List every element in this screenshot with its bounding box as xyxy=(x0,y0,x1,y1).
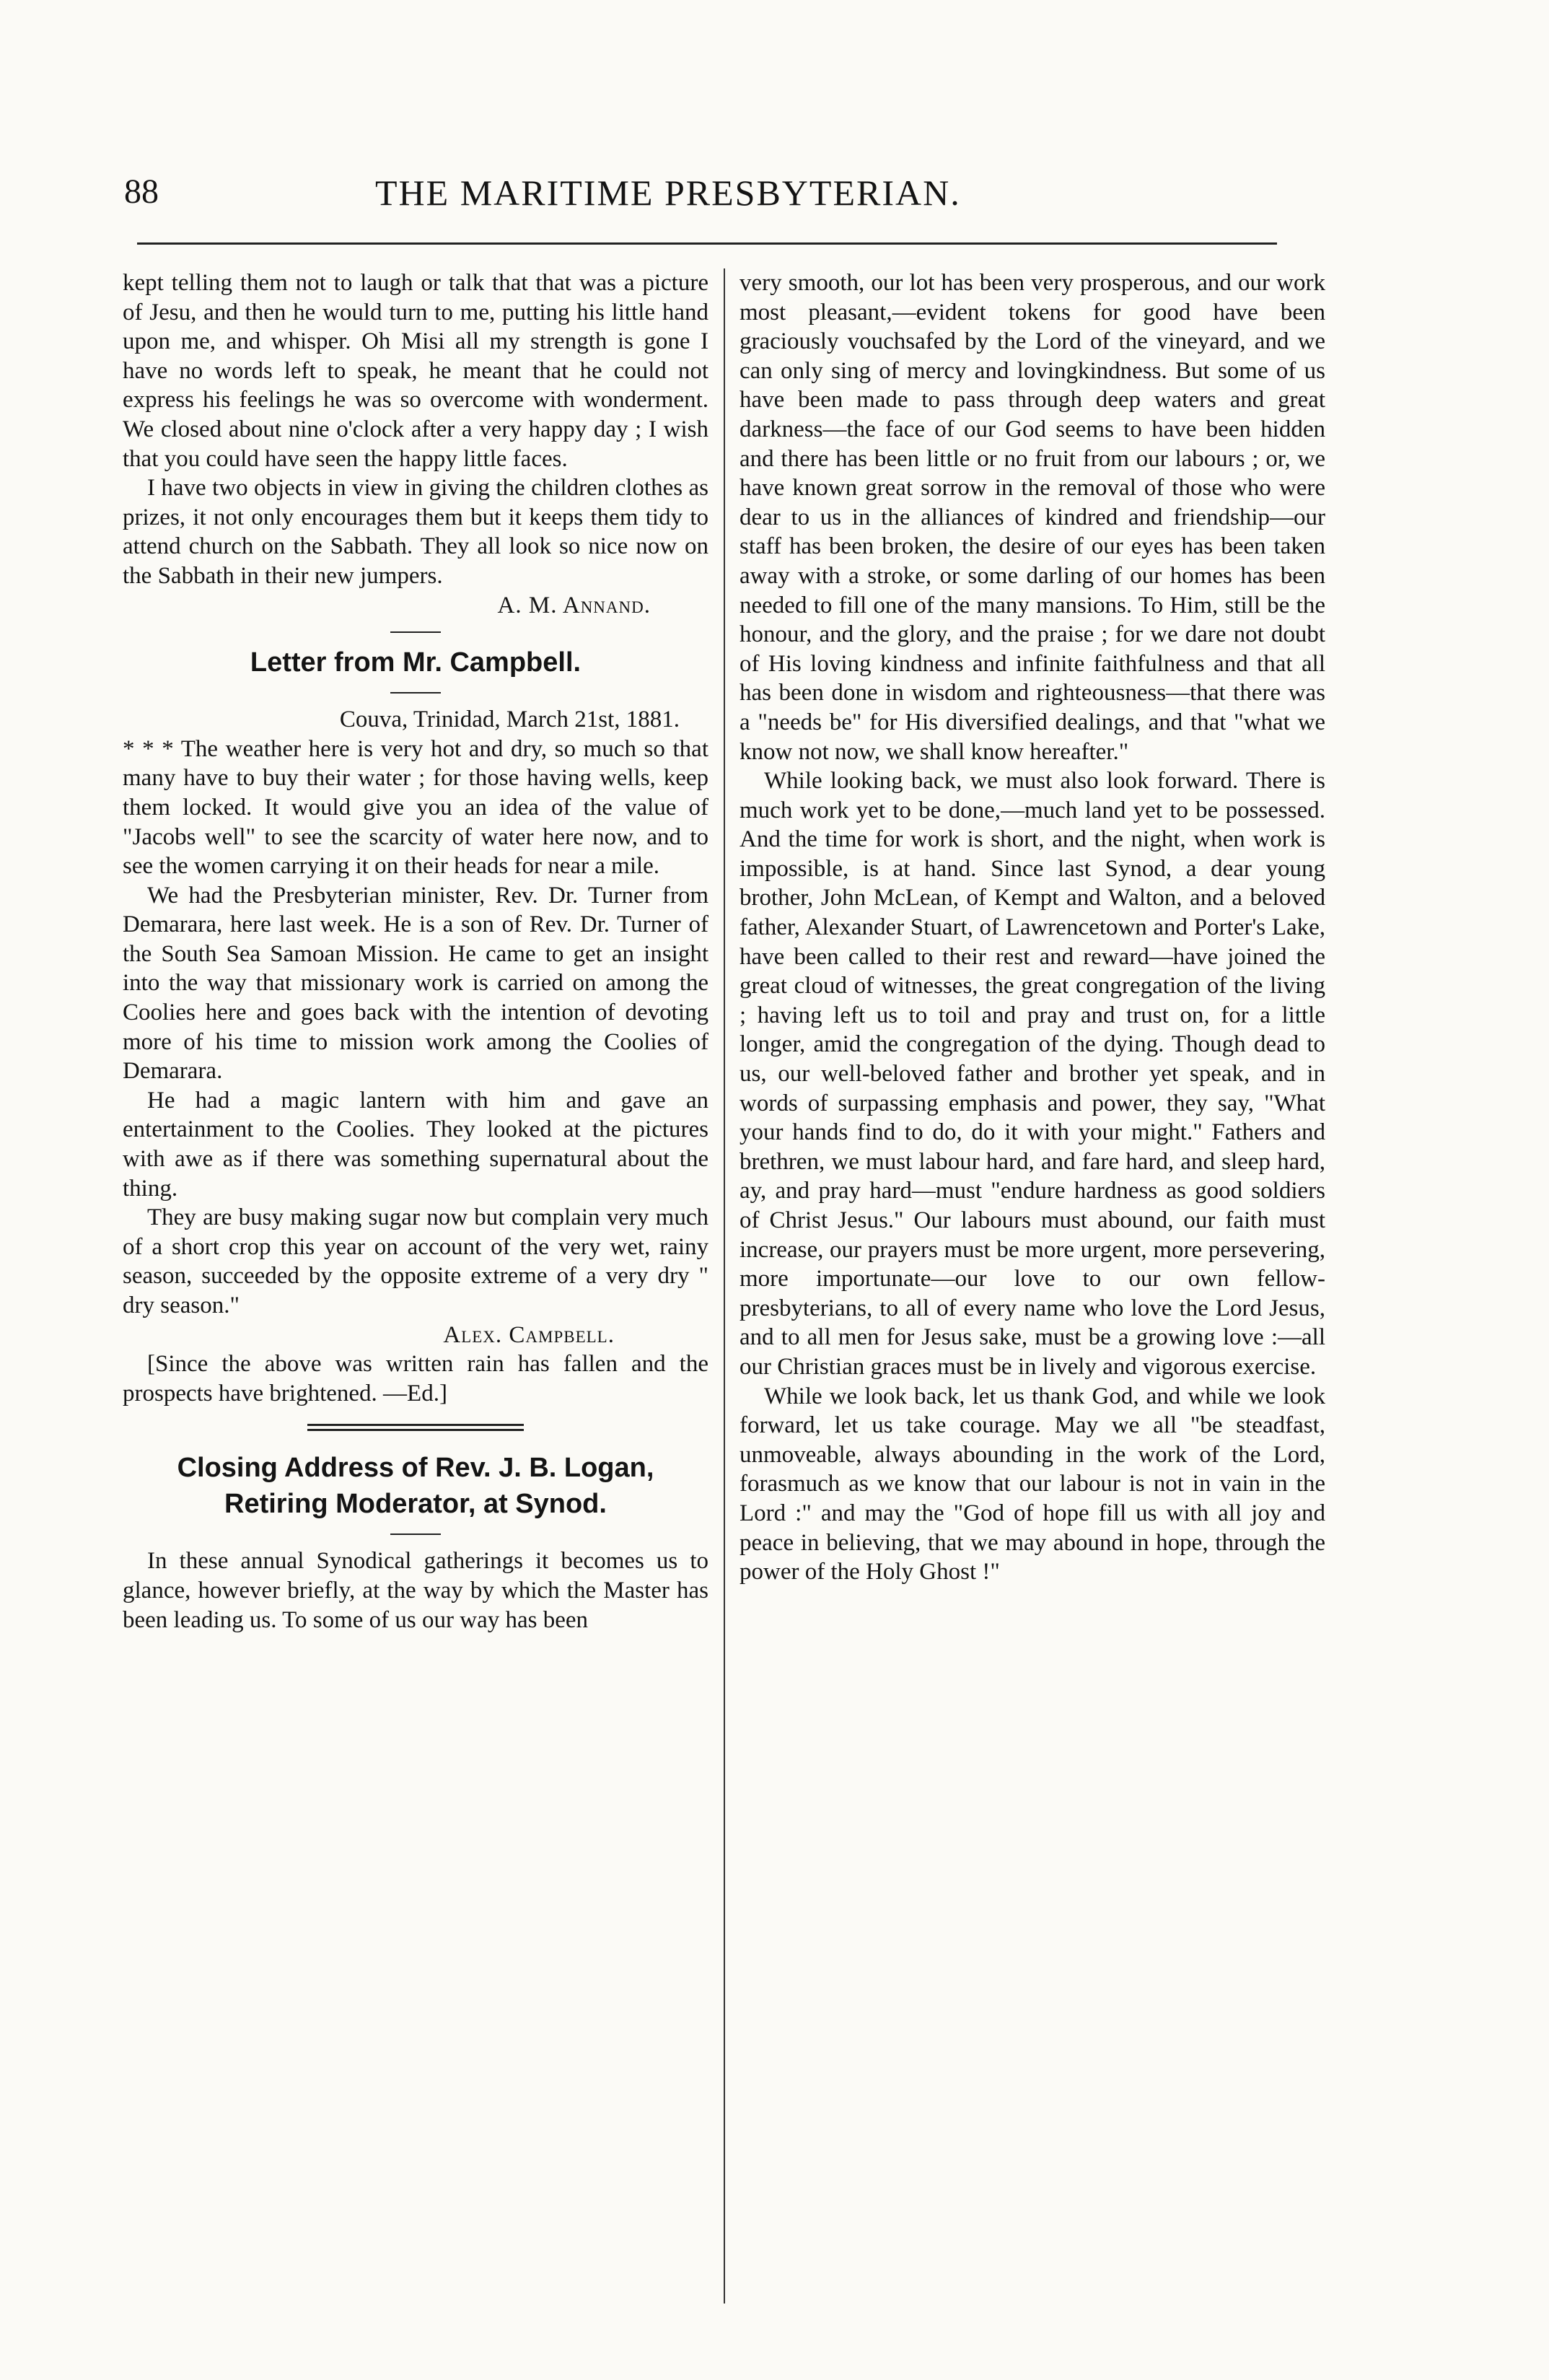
paragraph: very smooth, our lot has been very prosperous, and our work most pleasant,—evident tokens for good have been graciously vouchsafed by the Lord of the vineyard, and we can only sing of mercy and lovingkindness. But some of us have been made to pass through deep waters and great darkness—the face of our God seems to have been hidden and there has been little or no fruit from our labours ; or, we have known great sorrow in the removal of those who were dear to us in the alliances of kindred and friendship—our staff has been broken, the desire of our eyes has been taken away with a stroke, or some darling of our homes has been needed to fill one of the many mansions. To Him, still be the honour, and the glory, and the praise ; for we dare not doubt of His loving kindness and infinite faithfulness and that all has been done in wisdom and righteousness—that there was a "needs be" for His diversified dealings, and that "what we know not now, we shall know hereafter." xyxy=(740,270,1325,765)
page-number: 88 xyxy=(124,172,159,211)
left-column xyxy=(123,268,708,1635)
paragraph: * * * The weather here is very hot and dry, so much so that many have to buy their water ; for those having wells, keep them locked. It would give you an idea of the value of "Jacobs well" to see the scarcity of water here now, and to see the women carrying it on their heads for near a mile. xyxy=(123,735,708,880)
running-head: THE MARITIME PRESBYTERIAN. xyxy=(375,172,961,213)
heading-line: Retiring Moderator, at Synod. xyxy=(224,1489,607,1520)
heading-closing-address xyxy=(123,1450,708,1522)
paragraph: We had the Presbyterian minister, Rev. Dr. Turner from Demarara, here last week. He is a son of Rev. Dr. Turner of the South Sea Samoan Mission. He came to get an insight into the way that missionary work is carried on among the Coolies here and goes back with the intention of devoting more of his time to mission work among the Coolies of Demarara. xyxy=(123,882,708,1085)
paragraph: He had a magic lantern with him and gave an entertainment to the Coolies. They looked at the pictures with awe as if there was something supernatural about the thing. xyxy=(123,1087,708,1202)
paragraph: They are busy making sugar now but complain very much of a short crop this year on account of the very wet, rainy season, succeeded by the opposite extreme of a very dry " dry season." xyxy=(123,1204,708,1318)
section-double-rule xyxy=(307,1424,524,1431)
paragraph: I have two objects in view in giving the children clothes as prizes, it not only encourages them but it keeps them tidy to attend church on the Sabbath. They all look so nice now on the Sabbath in their new jumpers. xyxy=(123,475,708,589)
heading-letter-campbell: Letter from Mr. Campbell. xyxy=(250,647,582,678)
paragraph: While we look back, let us thank God, and while we look forward, let us take courage. May we all "be steadfast, unmoveable, always abounding in the work of the Lord, forasmuch as we know that our labour is not in vain in the Lord :" and may the "God of hope fill us with all joy and peace in believing, that we may abound in hope, through the power of the Holy Ghost !" xyxy=(740,1383,1325,1585)
signature-campbell: Alex. Campbell. xyxy=(443,1321,615,1348)
signature-annand: A. M. Annand. xyxy=(497,592,651,618)
header-rule xyxy=(137,242,1277,245)
dateline: Couva, Trinidad, March 21st, 1881. xyxy=(339,706,680,733)
heading-line: Closing Address of Rev. J. B. Logan, xyxy=(177,1453,654,1484)
section-rule xyxy=(390,631,441,633)
paragraph: kept telling them not to laugh or talk that that was a picture of Jesu, and then he would turn to me, putting his little hand upon me, and whisper. Oh Misi all my strength is gone I have no words left to speak, he meant that he could not express his feelings he was so overcome with wonderment. We closed about nine o'clock after a very happy day ; I wish that you could have seen the happy little faces. xyxy=(123,270,708,472)
section-rule xyxy=(390,692,441,694)
column-divider xyxy=(724,268,725,2304)
paragraph: In these annual Synodical gatherings it becomes us to glance, however briefly, at the way by which the Master has been leading us. To some of us our way has been xyxy=(123,1548,708,1633)
paragraph: While looking back, we must also look forward. There is much work yet to be done,—much land yet to be possessed. And the time for work is short, and the night, when work is impossible, is at hand. Since last Synod, a dear young brother, John McLean, of Kempt and Walton, and a beloved father, Alexander Stuart, of Lawrencetown and Porter's Lake, have been called to their rest and reward—have joined the great cloud of witnesses, the great congregation of the living ; having left us to toil and pray and trust on, for a little longer, amid the congregation of the dying. Though dead to us, our well-beloved father and brother yet speak, and in words of surpassing emphasis and power, they say, "What your hands find to do, do it with your might." Fathers and brethren, we must labour hard, and fare hard, and sleep hard, ay, and pray hard—must "endure hardness as good soldiers of Christ Jesus." Our labours must abound, our faith must increase, our prayers must be more urgent, more persevering, more importunate—our love to our own fellow-presbyterians, to all of every name who love the Lord Jesus, and to all men for Jesus sake, must be a growing love :—all our Christian graces must be in lively and vigorous exercise. xyxy=(740,768,1325,1380)
right-column xyxy=(740,268,1325,1587)
section-rule xyxy=(390,1534,441,1535)
editor-note: [Since the above was written rain has fallen and the prospects have brightened. —Ed.] xyxy=(123,1351,708,1406)
